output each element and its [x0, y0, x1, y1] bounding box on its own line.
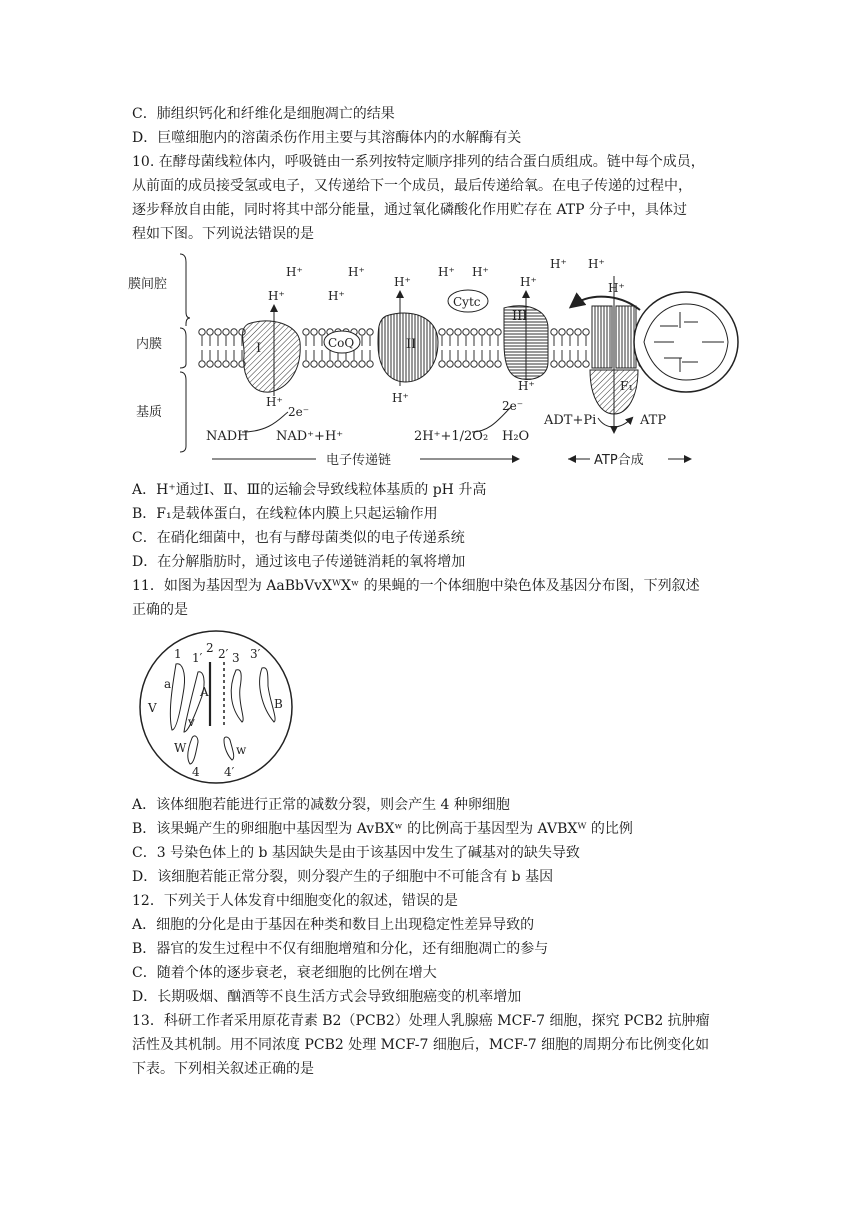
svg-text:H⁺: H⁺: [286, 265, 303, 279]
svg-text:H⁺: H⁺: [520, 275, 537, 289]
q12-option-a: A．细胞的分化是由于基因在种类和数目上出现稳定性差异导致的: [132, 917, 535, 933]
svg-text:H⁺: H⁺: [394, 275, 411, 289]
svg-text:1: 1: [174, 647, 182, 661]
q10-option-c: C．在硝化细菌中，也有与酵母菌类似的电子传递系统: [132, 530, 465, 546]
coq-label: CoQ: [328, 336, 355, 350]
nadh-label: NADH: [206, 429, 249, 444]
complex-1-label: I: [256, 341, 262, 356]
svg-text:3: 3: [232, 651, 240, 665]
q10-option-d: D．在分解脂肪时，通过该电子传递链消耗的氧将增加: [132, 554, 466, 570]
two-electrons-2: 2e⁻: [502, 399, 524, 413]
water-label: H₂O: [502, 429, 530, 444]
svg-text:1′: 1′: [192, 651, 203, 665]
f1-label: F₁: [620, 379, 634, 393]
label-inner-membrane: 内膜: [136, 337, 163, 352]
svg-text:H⁺: H⁺: [518, 379, 535, 393]
electron-chain-label: 电子传递链: [326, 453, 392, 468]
q11-option-d: D．该细胞若能正常分裂，则分裂产生的子细胞中不可能含有 b 基因: [132, 869, 554, 885]
adt-label: ADT+Pi: [544, 413, 597, 428]
svg-text:H⁺: H⁺: [608, 281, 625, 295]
svg-text:H⁺: H⁺: [550, 257, 567, 271]
complex-3-label: III: [512, 309, 528, 324]
svg-text:H⁺: H⁺: [392, 391, 409, 405]
atp-synthesis-label: ATP合成: [594, 453, 644, 468]
oxygen-label: 2H⁺+1/2O₂: [414, 429, 489, 444]
svg-text:v: v: [188, 715, 195, 729]
q13-stem-line2: 活性及其机制。用不同浓度 PCB2 处理 MCF-7 细胞后，MCF-7 细胞的周期分布比例变化如: [132, 1037, 710, 1053]
q11-option-a: A．该体细胞若能进行正常的减数分裂，则会产生 4 种卵细胞: [132, 797, 510, 813]
svg-text:H⁺: H⁺: [588, 257, 605, 271]
cytc-label: Cytc: [453, 295, 481, 309]
electron-transport-chain-figure: [120, 246, 740, 474]
q12-option-b: B．器官的发生过程中不仅有细胞增殖和分化，还有细胞凋亡的参与: [132, 941, 549, 957]
q13-stem-line1: 13．科研工作者采用原花青素 B2（PCB2）处理人乳腺癌 MCF-7 细胞，探究 PCB2 抗肿瘤: [132, 1013, 710, 1029]
svg-text:H⁺: H⁺: [438, 265, 455, 279]
complex-2-label: II: [406, 337, 417, 352]
svg-text:V: V: [148, 701, 157, 715]
q10-stem-line3: 逐步释放自由能，同时将其中部分能量，通过氧化磷酸化作用贮存在 ATP 分子中，具体过: [132, 202, 688, 218]
q12-option-c: C．随着个体的逐步衰老，衰老细胞的比例在增大: [132, 965, 437, 981]
svg-text:4: 4: [192, 765, 200, 779]
svg-text:W: W: [174, 741, 187, 755]
q11-stem-line1: 11．如图为基因型为 AaBbVvXᵂXʷ 的果蝇的一个体细胞中染色体及基因分布图，下列叙述: [132, 578, 700, 594]
svg-text:4′: 4′: [224, 765, 235, 779]
q9-option-d: D．巨噬细胞内的溶菌杀伤作用主要与其溶酶体内的水解酶有关: [132, 130, 522, 146]
svg-text:w: w: [236, 743, 247, 757]
q12-stem: 12．下列关于人体发育中细胞变化的叙述，错误的是: [132, 893, 458, 909]
q10-option-b: B．F₁是载体蛋白，在线粒体内膜上只起运输作用: [132, 506, 438, 522]
svg-text:a: a: [164, 677, 172, 691]
q11-option-c: C．3 号染色体上的 b 基因缺失是由于该基因中发生了碱基对的缺失导致: [132, 845, 580, 861]
svg-text:H⁺: H⁺: [472, 265, 489, 279]
two-electrons-1: 2e⁻: [288, 405, 310, 419]
q10-stem-line2: 从前面的成员接受氢或电子，又传递给下一个成员，最后传递给氧。在电子传递的过程中，: [132, 178, 692, 194]
label-matrix: 基质: [136, 405, 163, 420]
svg-text:A: A: [200, 685, 209, 699]
svg-text:B: B: [274, 697, 283, 711]
svg-text:3′: 3′: [250, 647, 261, 661]
q10-stem-line1: 10. 在酵母菌线粒体内，呼吸链由一系列按特定顺序排列的结合蛋白质组成。链中每个成员，: [132, 154, 705, 170]
svg-text:H⁺: H⁺: [348, 265, 365, 279]
svg-text:H⁺: H⁺: [328, 289, 345, 303]
q9-option-c: C．肺组织钙化和纤维化是细胞凋亡的结果: [132, 106, 395, 122]
svg-text:2: 2: [206, 641, 214, 655]
q10-stem-line4: 程如下图。下列说法错误的是: [132, 226, 314, 242]
svg-text:H⁺: H⁺: [266, 395, 283, 409]
q11-option-b: B．该果蝇产生的卵细胞中基因型为 AvBXʷ 的比例高于基因型为 AVBXᵂ 的比例: [132, 821, 633, 837]
q12-option-d: D．长期吸烟、酗酒等不良生活方式会导致细胞癌变的机率增加: [132, 989, 522, 1005]
q10-option-a: A．H⁺通过Ⅰ、Ⅱ、Ⅲ的运输会导致线粒体基质的 pH 升高: [132, 482, 487, 498]
svg-text:2′: 2′: [218, 647, 229, 661]
nad-label: NAD⁺+H⁺: [276, 429, 344, 444]
svg-text:H⁺: H⁺: [268, 289, 285, 303]
chromosome-figure: [132, 628, 302, 786]
q11-stem-line2: 正确的是: [132, 602, 188, 618]
label-intermembrane: 膜间腔: [128, 277, 168, 292]
atp-label: ATP: [640, 413, 667, 428]
q13-stem-line3: 下表。下列相关叙述正确的是: [132, 1061, 314, 1077]
